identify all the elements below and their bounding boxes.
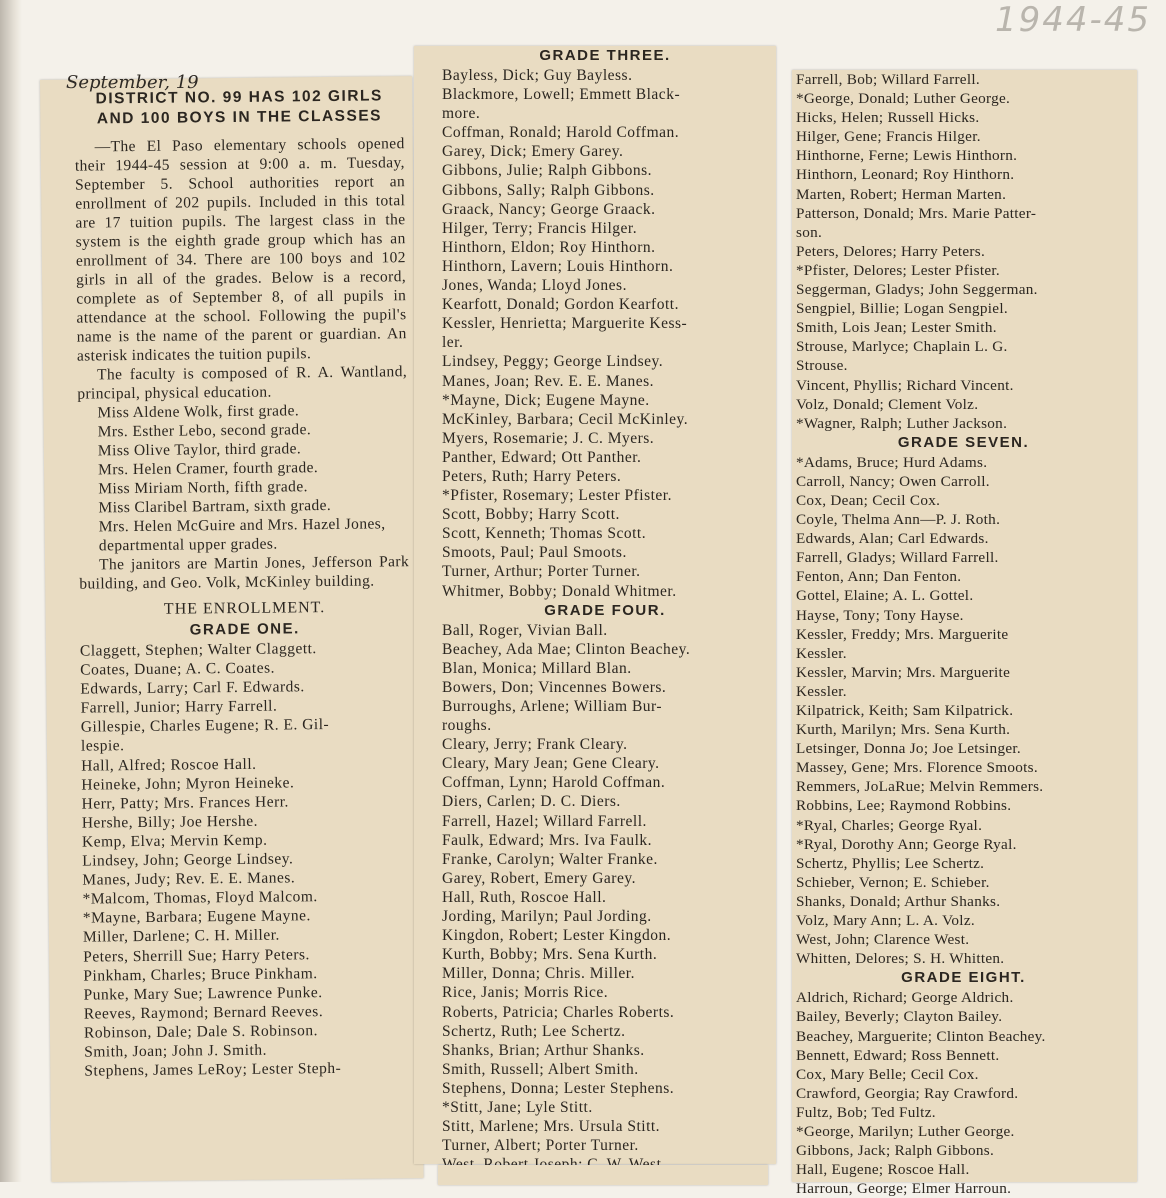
enrollment-entry: *George, Marilyn; Luther George. [796, 1122, 1015, 1140]
enrollment-entry: more. [442, 105, 481, 123]
clipping-column-3 [792, 70, 1137, 1198]
grade-seven-list [796, 453, 1131, 969]
enrollment-entry: Gibbons, Sally; Ralph Gibbons. [442, 181, 655, 199]
enrollment-entry: Shanks, Brian; Arthur Shanks. [442, 1041, 645, 1059]
enrollment-entry: Farrell, Hazel; Willard Farrell. [442, 812, 647, 830]
enrollment-entry: Graack, Nancy; George Graack. [442, 200, 656, 218]
enrollment-entry: Peters, Delores; Harry Peters. [796, 242, 986, 260]
faculty-item: Miss Olive Taylor, third grade. [97, 440, 302, 460]
grade-three-heading: GRADE THREE. [539, 47, 671, 64]
scrapbook-page-edge [0, 0, 22, 1182]
enrollment-entry: Farrell, Junior; Harry Farrell. [80, 697, 278, 717]
clipping-column-2 [414, 46, 776, 1164]
enrollment-entry: Blackmore, Lowell; Emmett Black- [442, 86, 681, 104]
enrollment-entry: Stephens, James LeRoy; Lester Steph- [84, 1059, 342, 1080]
enrollment-entry: Crawford, Georgia; Ray Crawford. [796, 1084, 1019, 1102]
clipping-column-1 [40, 76, 424, 1182]
enrollment-entry: *Pfister, Delores; Lester Pfister. [796, 261, 1001, 279]
enrollment-entry: Kemp, Elva; Mervin Kemp. [81, 831, 268, 851]
faculty-item: Miss Claribel Bartram, sixth grade. [98, 496, 332, 517]
enrollment-entry: *Ryal, Dorothy Ann; George Ryal. [796, 835, 1017, 853]
enrollment-entry: *Wagner, Ralph; Luther Jackson. [796, 414, 1008, 432]
enrollment-entry: Massey, Gene; Mrs. Florence Smoots. [796, 759, 1038, 777]
faculty-item: Mrs. Helen McGuire and Mrs. Hazel Jones, departmental upper grades. [98, 515, 386, 555]
grade-one-heading: GRADE ONE. [189, 620, 300, 639]
enrollment-entry: Scott, Kenneth; Thomas Scott. [442, 525, 647, 543]
enrollment-entry: Fultz, Bob; Ted Fultz. [796, 1103, 936, 1121]
enrollment-entry: Cox, Mary Belle; Cecil Cox. [796, 1065, 979, 1083]
enrollment-entry: Pinkham, Charles; Bruce Pinkham. [83, 964, 318, 985]
intro-paragraph: —The El Paso elementary schools opened their 1944-45 session at 9:00 a. m. Tuesday, September 5. School authorities report an enrollment of 202 pupils. Included in this total are 17 tuition pupils. The largest class in the system is the eighth grade group which has an enrollment of 34. There are 100 boys and 102 girls in all of the grades. Below is a record, complete as of September 8, of all pupils in attendance at the school. Following the pupil's name is the name of the parent or guardian. An asterisk indicates the tuition pupils. [74, 135, 407, 365]
enrollment-entry: Kearfott, Donald; Gordon Kearfott. [442, 296, 679, 314]
enrollment-entry: ler. [442, 334, 464, 352]
enrollment-entry: Manes, Judy; Rev. E. E. Manes. [82, 869, 296, 889]
enrollment-entry: Faulk, Edward; Mrs. Iva Faulk. [442, 831, 653, 849]
enrollment-entry: Claggett, Stephen; Walter Claggett. [79, 640, 317, 660]
enrollment-entry: Marten, Robert; Herman Marten. [796, 185, 1007, 203]
enrollment-entry: Aldrich, Richard; George Aldrich. [796, 989, 1014, 1007]
enrollment-entry: Shanks, Donald; Arthur Shanks. [796, 892, 1001, 910]
enrollment-heading: THE ENROLLMENT. [163, 599, 326, 618]
enrollment-entry: Reeves, Raymond; Bernard Reeves. [83, 1002, 324, 1023]
enrollment-entry: Gibbons, Jack; Ralph Gibbons. [796, 1142, 995, 1160]
enrollment-entry: Cox, Dean; Cecil Cox. [796, 491, 941, 509]
pencil-year-note: 1944-45 [995, 0, 1152, 40]
enrollment-entry: Roberts, Patricia; Charles Roberts. [442, 1003, 675, 1021]
enrollment-entry: Stitt, Marlene; Mrs. Ursula Stitt. [442, 1118, 661, 1136]
enrollment-entry: Kessler. [796, 644, 847, 662]
faculty-item: Miss Miriam North, fifth grade. [98, 478, 308, 498]
enrollment-entry: Coates, Duane; A. C. Coates. [80, 659, 276, 679]
enrollment-entry: Hinthorn, Leonard; Roy Hinthorn. [796, 166, 1015, 184]
enrollment-entry: *George, Donald; Luther George. [796, 90, 1011, 108]
enrollment-entry: Letsinger, Donna Jo; Joe Letsinger. [796, 740, 1021, 758]
enrollment-entry: Kingdon, Robert; Lester Kingdon. [442, 927, 672, 945]
enrollment-entry: Miller, Darlene; C. H. Miller. [82, 926, 280, 947]
margin-date: September, 19 [66, 72, 199, 93]
grade-eight-heading: GRADE EIGHT. [901, 969, 1026, 987]
article-headline: DISTRICT NO. 99 HAS 102 GIRLS AND 100 BOYS IN THE CLASSES [95, 87, 383, 128]
enrollment-entry: Smith, Lois Jean; Lester Smith. [796, 319, 997, 337]
enrollment-entry: Carroll, Nancy; Owen Carroll. [796, 472, 990, 490]
enrollment-entry: Lindsey, Peggy; George Lindsey. [442, 353, 664, 371]
enrollment-entry: *Pfister, Rosemary; Lester Pfister. [442, 487, 672, 505]
enrollment-entry: Farrell, Gladys; Willard Farrell. [796, 549, 999, 567]
enrollment-entry: Panther, Edward; Ott Panther. [442, 448, 642, 466]
clipping-fragment [438, 1165, 768, 1185]
enrollment-entry: Remmers, JoLaRue; Melvin Remmers. [796, 778, 1044, 796]
enrollment-entry: Hall, Alfred; Roscoe Hall. [81, 755, 257, 775]
enrollment-entry: Seggerman, Gladys; John Seggerman. [796, 281, 1038, 299]
enrollment-entry: Edwards, Larry; Carl F. Edwards. [80, 678, 305, 698]
enrollment-entry: *Malcom, Thomas, Floyd Malcom. [82, 888, 318, 908]
enrollment-entry: Herr, Patty; Mrs. Frances Herr. [81, 793, 289, 813]
enrollment-entry: son. [796, 223, 823, 241]
enrollment-entry: Hinthorn, Eldon; Roy Hinthorn. [442, 238, 656, 256]
enrollment-entry: Kessler. [796, 682, 847, 700]
enrollment-entry: Hayse, Tony; Tony Hayse. [796, 606, 964, 624]
grade-four-heading: GRADE FOUR. [544, 601, 666, 619]
enrollment-entry: Whitten, Delores; S. H. Whitten. [796, 950, 1005, 968]
enrollment-entry: Bailey, Beverly; Clayton Bailey. [796, 1008, 1003, 1026]
enrollment-entry: Miller, Donna; Chris. Miller. [442, 965, 635, 983]
enrollment-entry: Stephens, Donna; Lester Stephens. [442, 1079, 675, 1097]
enrollment-entry: Peters, Ruth; Harry Peters. [442, 467, 622, 485]
enrollment-entry: Bowers, Don; Vincennes Bowers. [442, 678, 667, 696]
faculty-intro: The faculty is composed of R. A. Wantland, principal, physical education. [77, 363, 408, 403]
enrollment-entry: Coyle, Thelma Ann—P. J. Roth. [796, 511, 1001, 529]
enrollment-entry: Fenton, Ann; Dan Fenton. [796, 568, 962, 586]
enrollment-entry: Ball, Roger, Vivian Ball. [442, 621, 608, 639]
enrollment-entry: Coffman, Lynn; Harold Coffman. [442, 774, 666, 792]
enrollment-entry: Volz, Donald; Clement Volz. [796, 395, 979, 413]
enrollment-entry: Manes, Joan; Rev. E. E. Manes. [442, 372, 655, 390]
enrollment-entry: Schieber, Vernon; E. Schieber. [796, 873, 990, 891]
enrollment-entry: Gottel, Elaine; A. L. Gottel. [796, 587, 974, 605]
enrollment-entry: Bennett, Edward; Ross Bennett. [796, 1046, 1000, 1064]
faculty-item: Mrs. Esther Lebo, second grade. [97, 421, 312, 441]
enrollment-entry: Schertz, Phyllis; Lee Schertz. [796, 854, 985, 872]
enrollment-entry: roughs. [442, 717, 492, 735]
enrollment-entry: Gibbons, Julie; Ralph Gibbons. [442, 162, 653, 180]
enrollment-entry: Patterson, Donald; Mrs. Marie Patter- [796, 204, 1037, 222]
enrollment-entry: West, John; Clarence West. [796, 931, 970, 949]
grade-six-continued-list [796, 70, 1131, 433]
enrollment-entry: Bayless, Dick; Guy Bayless. [442, 67, 633, 84]
enrollment-entry: Hilger, Terry; Francis Hilger. [442, 219, 638, 237]
grade-four-list [442, 621, 768, 1175]
enrollment-entry: Hinthorne, Ferne; Lewis Hinthorn. [796, 147, 1018, 165]
enrollment-entry: Beachey, Ada Mae; Clinton Beachey. [442, 640, 691, 658]
enrollment-entry: Smith, Joan; John J. Smith. [84, 1041, 268, 1061]
enrollment-entry: Turner, Albert; Porter Turner. [442, 1137, 639, 1155]
enrollment-entry: Harroun, George; Elmer Harroun. [796, 1180, 1012, 1198]
grade-seven-heading: GRADE SEVEN. [897, 433, 1030, 451]
enrollment-entry: Beachey, Marguerite; Clinton Beachey. [796, 1027, 1046, 1045]
faculty-list [77, 400, 409, 555]
enrollment-entry: Kessler, Henrietta; Marguerite Kess- [442, 315, 688, 333]
enrollment-entry: Smith, Russell; Albert Smith. [442, 1060, 639, 1078]
enrollment-entry: Coffman, Ronald; Harold Coffman. [442, 124, 680, 142]
enrollment-entry: Hicks, Helen; Russell Hicks. [796, 109, 980, 127]
enrollment-entry: Strouse, Marlyce; Chaplain L. G. [796, 338, 1008, 356]
enrollment-entry: Edwards, Alan; Carl Edwards. [796, 530, 989, 548]
enrollment-entry: Kessler, Freddy; Mrs. Marguerite [796, 625, 1009, 643]
grade-one-list [80, 638, 415, 1081]
faculty-item: Miss Aldene Wolk, first grade. [97, 402, 300, 422]
enrollment-entry: Sengpiel, Billie; Logan Sengpiel. [796, 300, 1008, 318]
enrollment-entry: Smoots, Paul; Paul Smoots. [442, 544, 627, 562]
enrollment-entry: *Adams, Bruce; Hurd Adams. [796, 453, 988, 471]
enrollment-entry: lespie. [80, 737, 125, 756]
enrollment-entry: Schertz, Ruth; Lee Schertz. [442, 1022, 626, 1040]
enrollment-entry: Cleary, Jerry; Frank Cleary. [442, 736, 628, 754]
enrollment-entry: *Stitt, Jane; Lyle Stitt. [442, 1098, 593, 1116]
enrollment-entry: Jones, Wanda; Lloyd Jones. [442, 277, 627, 295]
enrollment-entry: Garey, Dick; Emery Garey. [442, 143, 624, 161]
enrollment-entry: Hershe, Billy; Joe Hershe. [81, 812, 259, 832]
enrollment-entry: Turner, Arthur; Porter Turner. [442, 563, 641, 581]
enrollment-entry: Garey, Robert, Emery Garey. [442, 869, 636, 887]
enrollment-entry: Burroughs, Arlene; William Bur- [442, 698, 663, 715]
enrollment-entry: Farrell, Bob; Willard Farrell. [796, 71, 980, 88]
enrollment-entry: Rice, Janis; Morris Rice. [442, 984, 609, 1002]
enrollment-entry: Kessler, Marvin; Mrs. Marguerite [796, 663, 1011, 681]
enrollment-entry: Robbins, Lee; Raymond Robbins. [796, 797, 1012, 815]
enrollment-entry: Peters, Sherrill Sue; Harry Peters. [83, 945, 310, 966]
enrollment-entry: Hilger, Gene; Francis Hilger. [796, 128, 981, 146]
enrollment-entry: Kilpatrick, Keith; Sam Kilpatrick. [796, 702, 1014, 719]
enrollment-entry: Blan, Monica; Millard Blan. [442, 659, 632, 677]
enrollment-entry: Franke, Carolyn; Walter Franke. [442, 850, 658, 868]
enrollment-entry: Lindsey, John; George Lindsey. [82, 850, 294, 870]
enrollment-entry: Myers, Rosemarie; J. C. Myers. [442, 429, 655, 447]
enrollment-entry: Robinson, Dale; Dale S. Robinson. [83, 1022, 318, 1042]
enrollment-entry: Whitmer, Bobby; Donald Whitmer. [442, 582, 677, 600]
grade-three-list [442, 66, 768, 601]
enrollment-entry: Kurth, Bobby; Mrs. Sena Kurth. [442, 946, 658, 964]
enrollment-entry: Jording, Marilyn; Paul Jording. [442, 908, 652, 926]
faculty-item: Mrs. Helen Cramer, fourth grade. [97, 459, 319, 479]
enrollment-entry: Heineke, John; Myron Heineke. [81, 774, 295, 794]
enrollment-entry: Gillespie, Charles Eugene; R. E. Gil- [80, 716, 330, 736]
enrollment-entry: *Ryal, Charles; George Ryal. [796, 816, 983, 834]
enrollment-entry: McKinley, Barbara; Cecil McKinley. [442, 410, 689, 428]
enrollment-entry: Scott, Bobby; Harry Scott. [442, 506, 620, 524]
enrollment-entry: Vincent, Phyllis; Richard Vincent. [796, 376, 1014, 394]
enrollment-entry: Hall, Eugene; Roscoe Hall. [796, 1161, 970, 1179]
enrollment-entry: Strouse. [796, 357, 848, 375]
enrollment-entry: Hinthorn, Lavern; Louis Hinthorn. [442, 257, 674, 275]
enrollment-entry: Diers, Carlen; D. C. Diers. [442, 793, 621, 811]
enrollment-entry: Cleary, Mary Jean; Gene Cleary. [442, 755, 660, 773]
enrollment-entry: Kurth, Marilyn; Mrs. Sena Kurth. [796, 721, 1011, 739]
janitors-paragraph: The janitors are Martin Jones, Jefferson Park building, and Geo. Volk, McKinley building. [79, 553, 410, 593]
enrollment-entry: Volz, Mary Ann; L. A. Volz. [796, 912, 975, 930]
enrollment-entry: Punke, Mary Sue; Lawrence Punke. [83, 983, 323, 1004]
enrollment-entry: *Mayne, Dick; Eugene Mayne. [442, 391, 650, 409]
enrollment-entry: Hall, Ruth, Roscoe Hall. [442, 888, 607, 906]
grade-eight-list [796, 988, 1131, 1198]
enrollment-entry: *Mayne, Barbara; Eugene Mayne. [82, 907, 311, 927]
